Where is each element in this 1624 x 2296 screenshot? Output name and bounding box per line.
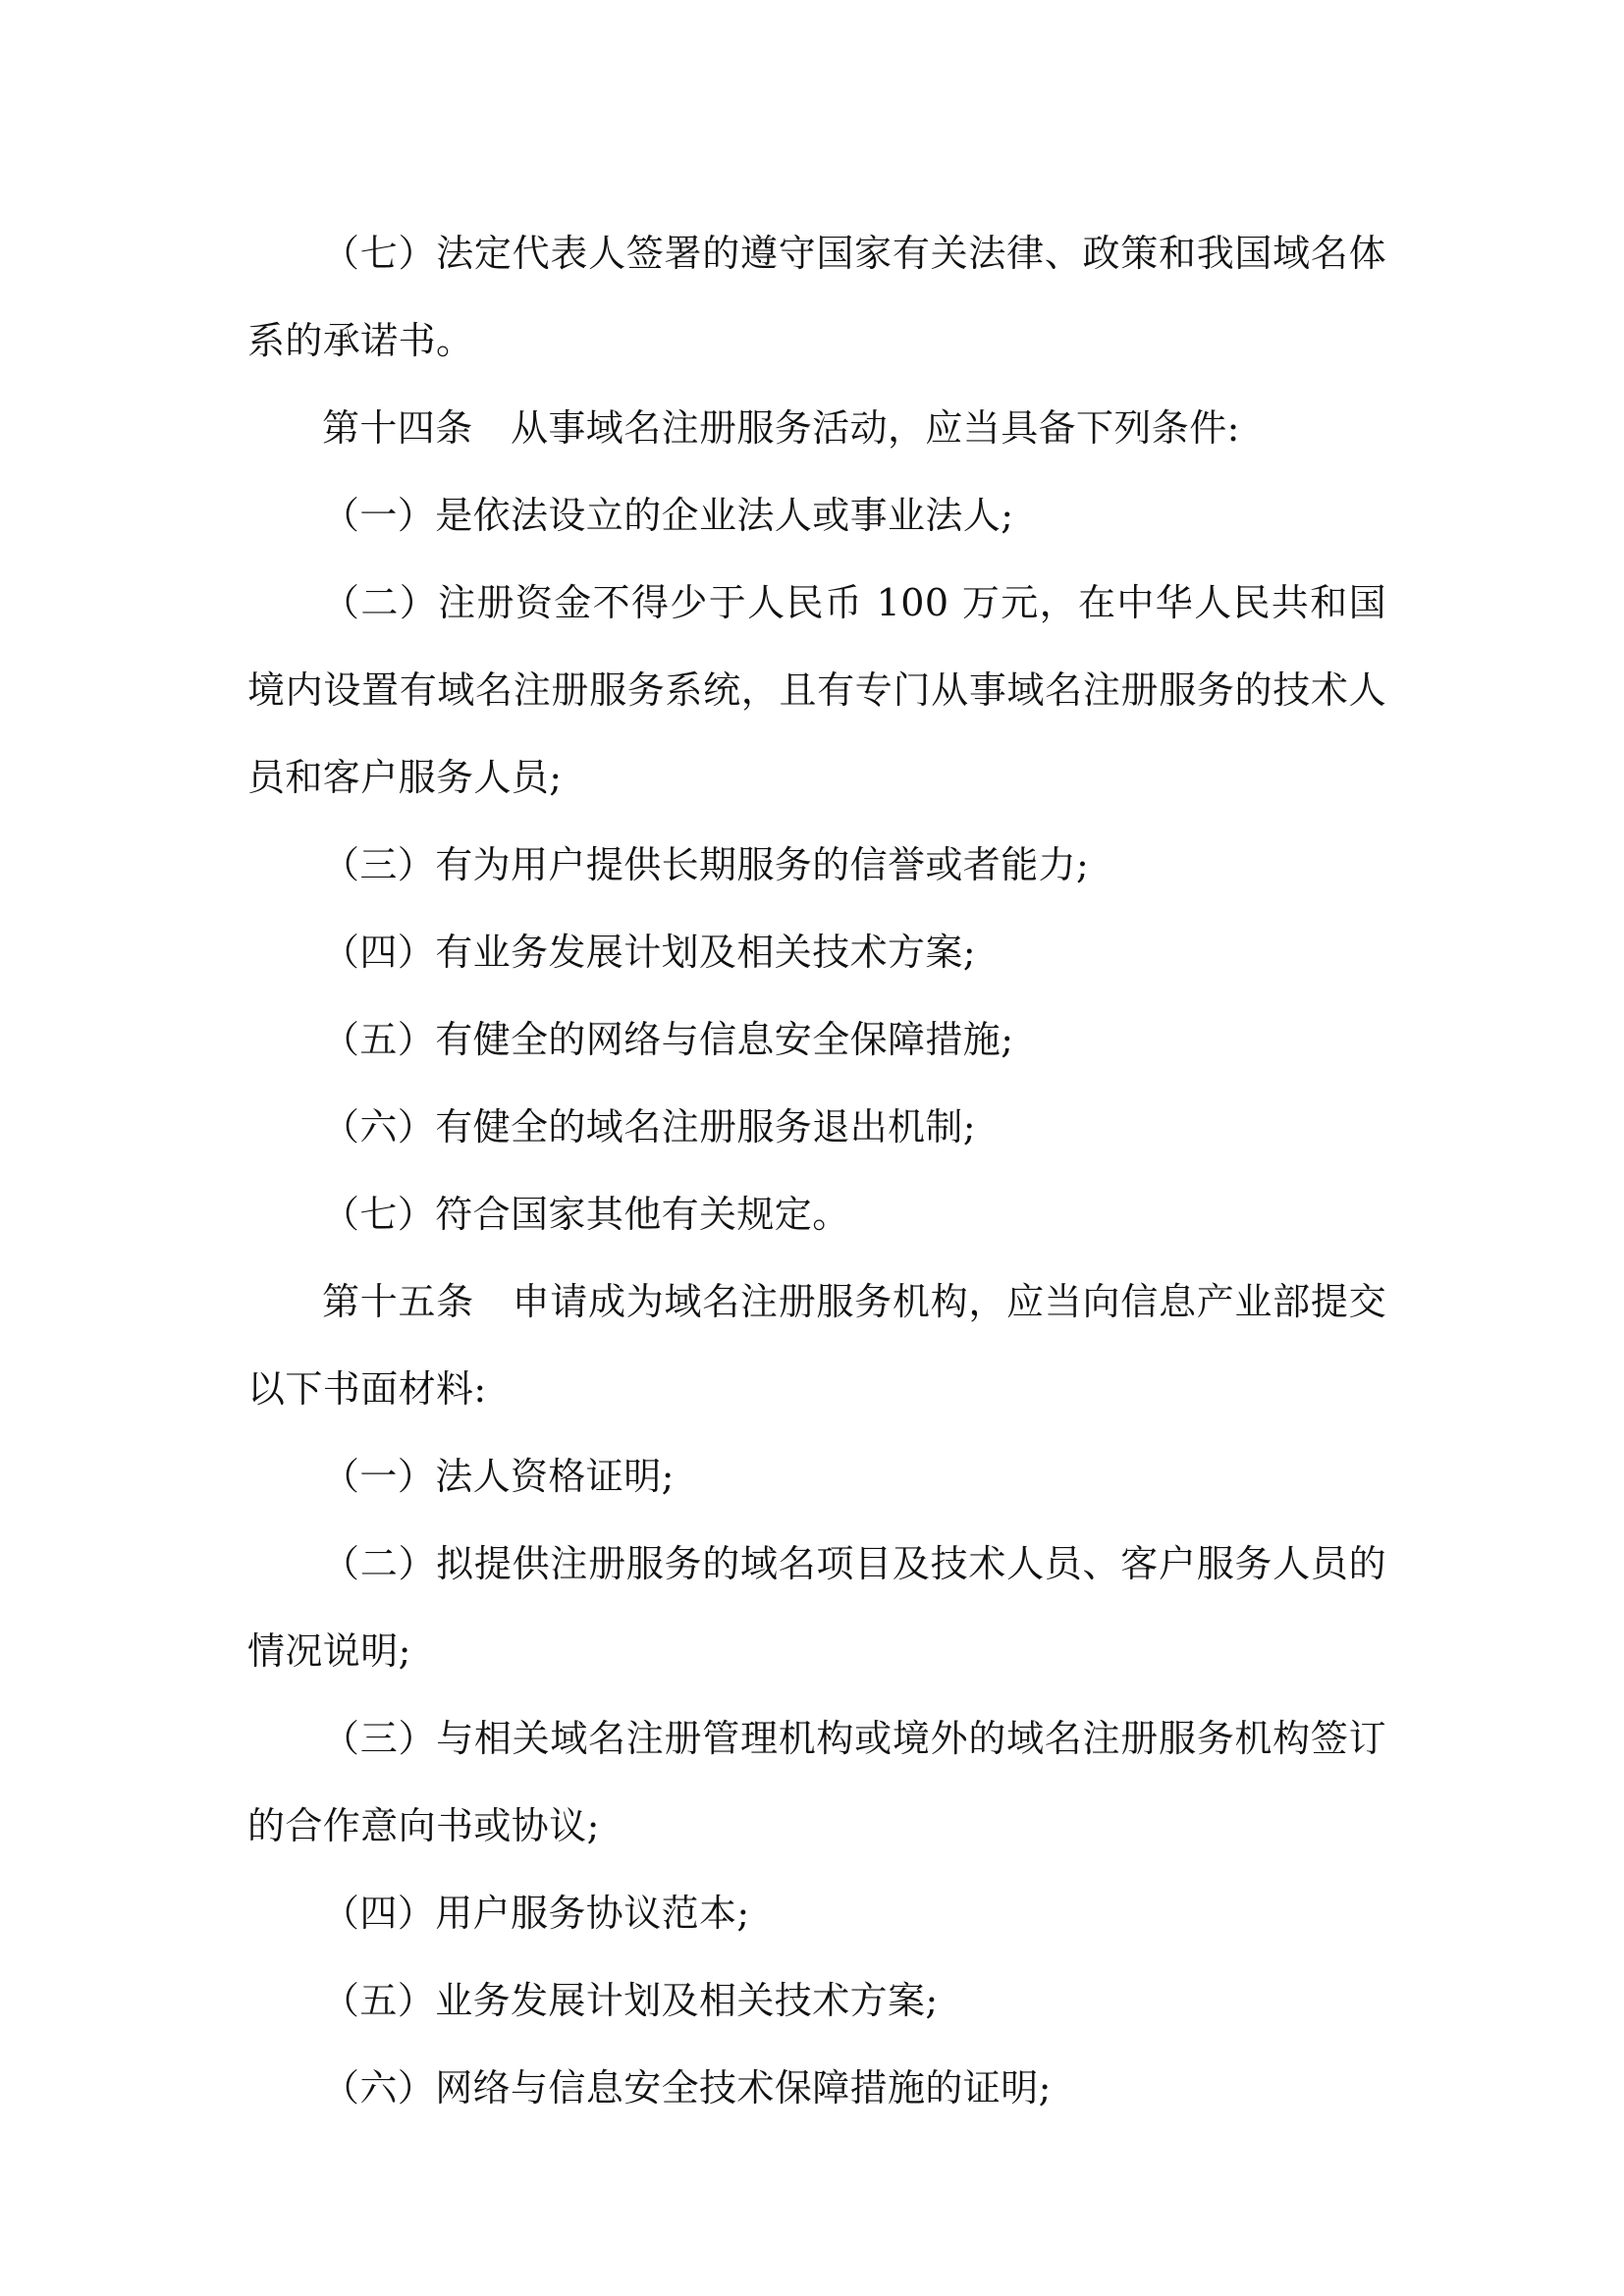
paragraph-4: （二）注册资金不得少于人民币 100 万元，在中华人民共和国境内设置有域名注册服务系统，且有专门从事域名注册服务的技术人员和客户服务人员; [247, 581, 1386, 799]
paragraph-1: （七）法定代表人签署的遵守国家有关法律、政策和我国域名体系的承诺书。 [247, 232, 1386, 362]
document-body [247, 210, 1386, 2132]
paragraph-7: （五）有健全的网络与信息安全保障措施; [322, 1018, 1014, 1061]
paragraph-5: （三）有为用户提供长期服务的信誉或者能力; [322, 843, 1090, 886]
article-15-heading: 第十五条 申请成为域名注册服务机构，应当向信息产业部提交以下书面材料: [247, 1280, 1386, 1411]
paragraph-6: （四）有业务发展计划及相关技术方案; [322, 931, 977, 974]
paragraph-9: （七）符合国家其他有关规定。 [322, 1193, 850, 1236]
paragraph-15: （五）业务发展计划及相关技术方案; [322, 1979, 939, 2022]
paragraph-14: （四）用户服务协议范本; [322, 1892, 750, 1935]
paragraph-12: （二）拟提供注册服务的域名项目及技术人员、客户服务人员的情况说明; [247, 1542, 1386, 1673]
paragraph-16: （六）网络与信息安全技术保障措施的证明; [322, 2066, 1052, 2109]
paragraph-8: （六）有健全的域名注册服务退出机制; [322, 1105, 977, 1148]
paragraph-13: （三）与相关域名注册管理机构或境外的域名注册服务机构签订的合作意向书或协议; [247, 1717, 1386, 1847]
article-14-heading: 第十四条 从事域名注册服务活动，应当具备下列条件: [322, 406, 1240, 450]
paragraph-11: （一）法人资格证明; [322, 1455, 675, 1498]
paragraph-3: （一）是依法设立的企业法人或事业法人; [322, 494, 1014, 537]
